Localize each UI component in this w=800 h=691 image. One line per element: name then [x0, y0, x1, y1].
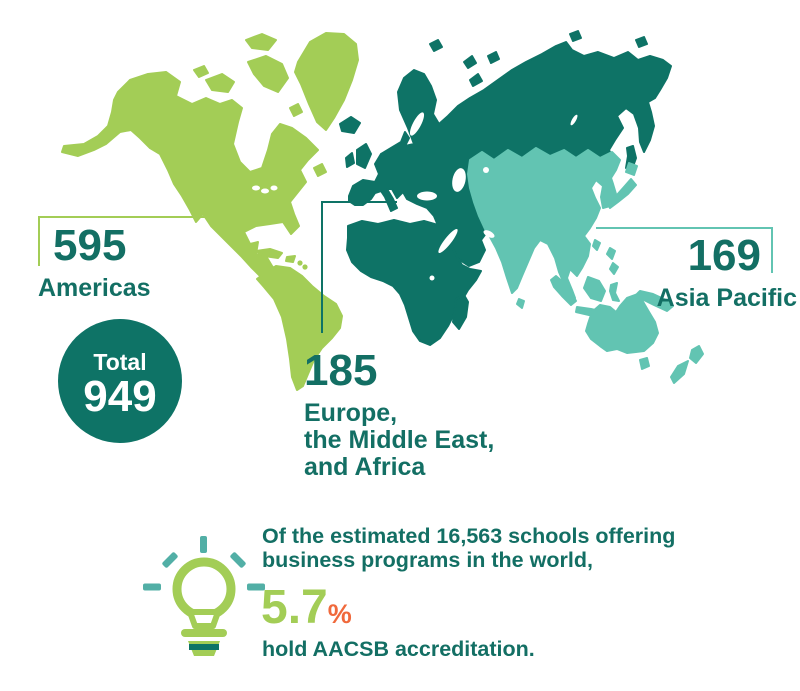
emea-label	[304, 400, 494, 481]
americas-value: 595	[53, 221, 127, 270]
emea-label-line2: the Middle East,	[304, 426, 495, 454]
apac-callout	[567, 231, 797, 312]
americas-callout	[38, 221, 151, 302]
total-badge	[58, 319, 182, 443]
footnote-percent	[261, 581, 352, 634]
lightbulb-contact	[189, 644, 219, 650]
emea-label-line1: Europe,	[304, 399, 398, 427]
footnote-line1: Of the estimated 16,563 schools offering	[262, 524, 676, 548]
percent-value: 5.7	[261, 581, 328, 634]
apac-label: Asia Pacific	[656, 284, 797, 312]
emea-callout	[304, 346, 495, 481]
total-label: Total	[93, 349, 147, 375]
emea-callout-bracket	[321, 201, 397, 333]
americas-label: Americas	[38, 274, 151, 302]
footnote-conclusion: hold AACSB accreditation.	[262, 637, 535, 661]
footnote-line2: business programs in the world,	[262, 548, 593, 572]
emea-value: 185	[304, 346, 378, 395]
total-value: 949	[83, 372, 157, 421]
percent-sign: %	[327, 599, 352, 629]
footnote-intro	[262, 524, 675, 572]
emea-label-line3: and Africa	[304, 453, 426, 481]
lightbulb-glass	[177, 562, 231, 616]
lightbulb-collar	[181, 629, 227, 637]
apac-value: 169	[687, 231, 761, 280]
lightbulb-neck	[190, 612, 218, 626]
